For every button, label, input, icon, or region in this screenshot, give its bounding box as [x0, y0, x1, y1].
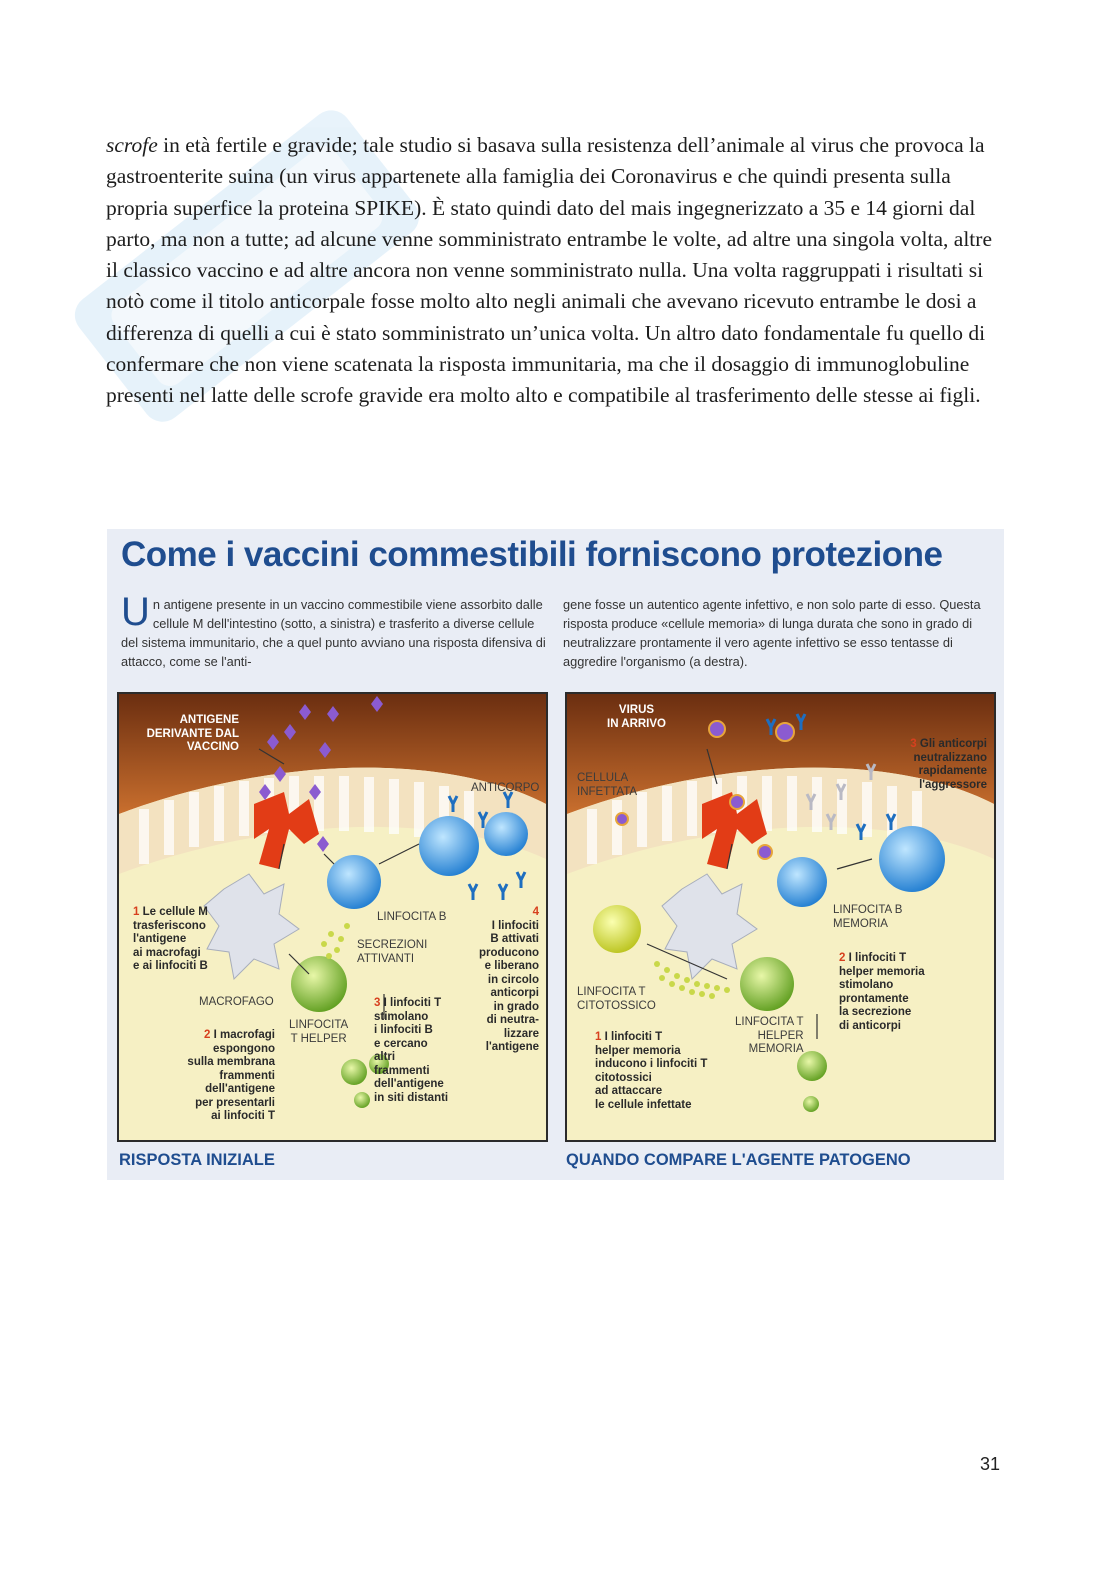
step2-right-number: 2: [839, 952, 846, 964]
cytotoxic-label: LINFOCITA T CITOTOSSICO: [577, 986, 656, 1012]
t-helper-label: LINFOCITA T HELPER: [289, 1019, 349, 1045]
activated-b-cell-1: [419, 816, 479, 876]
intro-text-right: gene fosse un autentico agente infettivo, e non solo parte di esso. Questa risposta produce «cellule memoria» di lunga durata che sono in grado di neutralizzare prontamente il vero agente infettivo se esso tentasse di aggredire l'organismo (a destra).: [563, 597, 981, 669]
step1-right-text: I linfociti T helper memoria inducono i linfociti T citotossici ad attaccare le cellule infettate: [595, 1031, 708, 1111]
antibody-label: ANTICORPO: [471, 782, 540, 794]
infected-cell-label: CELLULA INFETTATA: [577, 772, 638, 798]
step1-label: [133, 906, 229, 974]
step1-right-label: [595, 1031, 730, 1112]
panel-initial-response: [117, 692, 548, 1142]
antigen-label: ANTIGENE DERIVANTE DAL VACCINO: [146, 714, 239, 753]
body-paragraph: [106, 130, 1001, 412]
step1-text: Le cellule M trasferiscono l'antigene ai macrofagi e ai linfociti B: [133, 906, 208, 972]
b-lymphocyte: [327, 855, 381, 909]
step3-right-number: 3: [910, 738, 917, 750]
activated-b-cell-2: [484, 812, 528, 856]
panel-pathogen-arrival: [565, 692, 996, 1142]
paragraph-lead-word: scrofe: [106, 133, 158, 157]
intro-left-text: n antigene presente in un vaccino commestibile viene assorbito dalle cellule M dell'intestino (sotto, a sinistra) e trasferito a diverse cellule del sistema immunitario, che a quel punto avviano una risposta difensiva di attacco, come se l'anti-: [121, 597, 546, 669]
page-number: 31: [980, 1454, 1001, 1474]
step3-right-label: [887, 738, 987, 792]
step2-label: [159, 1029, 275, 1124]
step4-label: [459, 906, 539, 1055]
caption-right: QUANDO COMPARE L'AGENTE PATOGENO: [566, 1151, 911, 1169]
cytotoxic-t-cell: [593, 905, 641, 953]
step2-text: I macrofagi espongono sulla membrana frammenti dell'antigene per presentarli ai linfociti T: [187, 1029, 275, 1122]
intro-text-left: [121, 590, 547, 671]
step1-number: 1: [133, 906, 140, 918]
macrophage-label: MACROFAGO: [199, 996, 274, 1008]
secretions-label: SECREZIONI ATTIVANTI: [357, 939, 428, 965]
m-cell: [254, 792, 319, 869]
intro-dropcap: U: [121, 590, 150, 634]
vaccine-infographic: [107, 529, 1004, 1180]
step4-text: I linfociti B attivati producono e liberano in circolo anticorpi in grado di neutra- lizzare l'antigene: [478, 919, 539, 1053]
step3-right-text: Gli anticorpi neutralizzano rapidamente l'aggressore: [913, 738, 987, 791]
paragraph-text: in età fertile e gravide; tale studio si basava sulla resistenza dell’animale al virus che provoca la gastroenterite suina (un virus appartenete alla famiglia dei Coronavirus e che quindi presenta sulla propria superfice la proteina SPIKE). È stato quindi dato del mais ingegnerizzato a 35 e 14 giorni dal parto, ma non a tutte; ad alcune venne somministrato entrambe le volte, ad altre una singola volta, altre il classico vaccino e ad altre ancora non venne somministrato nulla. Una volta raggruppati i risultati si notò come il titolo anticorpale fosse molto alto negli animali che avevano ricevuto entrambe le dosi a differenza di quelli a cui è stato somministrato un’unica volta. Un altro dato fondamentale fu quello di confermare che non viene scatenata la risposta immunitaria, ma che il dosaggio di immunoglobuline presenti nel latte delle scrofe gravide era molto alto e compatibile al trasferimento delle stesse ai figli.: [106, 133, 992, 408]
b-cell-label: LINFOCITA B: [377, 911, 447, 923]
step2-right-text: I linfociti T helper memoria stimolano prontamente la secrezione di anticorpi: [839, 952, 925, 1032]
macrophage-2: [662, 874, 757, 979]
step4-number: 4: [532, 906, 539, 918]
virus-label: VIRUS IN ARRIVO: [607, 704, 666, 730]
step3-text: I linfociti T stimolano i linfociti B e cercano altri frammenti dell'antigene in siti distanti: [374, 997, 449, 1104]
step2-number: 2: [204, 1029, 211, 1041]
caption-left: RISPOSTA INIZIALE: [119, 1151, 275, 1169]
step1-right-number: 1: [595, 1031, 602, 1043]
step3-number: 3: [374, 997, 381, 1009]
figure-title: Come i vaccini commestibili forniscono protezione: [121, 535, 943, 574]
b-memory-label: LINFOCITA B MEMORIA: [833, 904, 903, 930]
step2-right-label: [839, 952, 949, 1033]
b-memory-cell: [879, 826, 945, 892]
t-helper-memory-label: LINFOCITA T HELPER MEMORIA: [735, 1016, 804, 1055]
t-helper-memory-cell: [740, 957, 794, 1011]
